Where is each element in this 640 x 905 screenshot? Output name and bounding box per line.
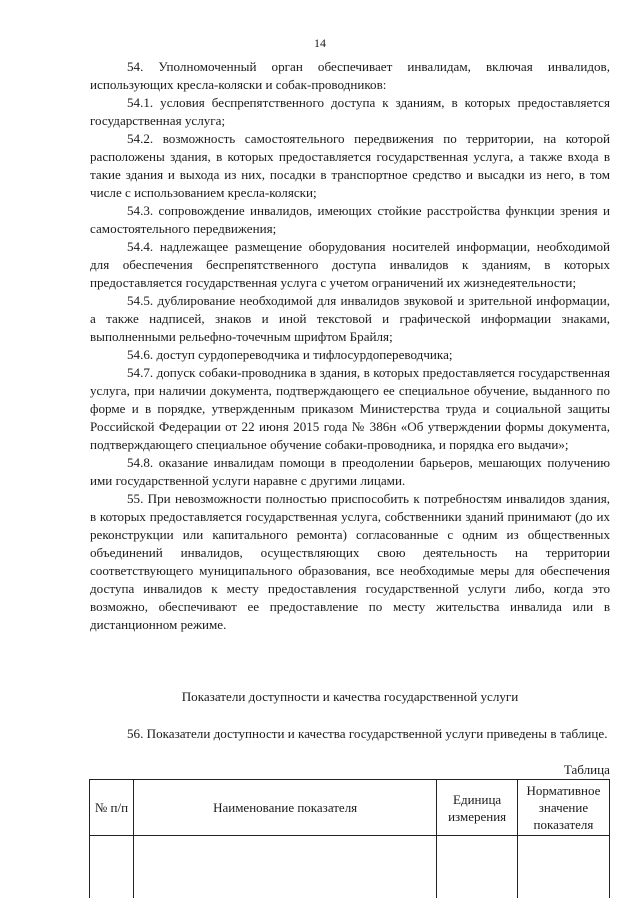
table-caption: Таблица	[563, 762, 610, 777]
paragraph-54-5: 54.5. дублирование необходимой для инвалидов звуковой и зрительной информации, а также надписей, знаков и иной текстовой и графической информации знаками, выполненными рельефно-точечным шрифтом Брайля;	[90, 293, 610, 344]
cell-empty	[437, 836, 518, 899]
paragraph-54-3: 54.3. сопровождение инвалидов, имеющих стойкие расстройства функции зрения и самостоятельного передвижения;	[90, 203, 610, 236]
cell-empty	[517, 836, 609, 899]
section-heading: Показатели доступности и качества государственной услуги	[181, 689, 519, 704]
page-number: 14	[314, 36, 326, 50]
paragraph-56: 56. Показатели доступности и качества государственной услуги приведены в таблице.	[127, 726, 608, 741]
indicators-table	[89, 779, 610, 898]
header-normative-value: Нормативное значение показателя	[517, 780, 609, 836]
paragraph-54-6: 54.6. доступ сурдопереводчика и тифлосурдопереводчика;	[127, 347, 453, 362]
header-indicator-name: Наименование показателя	[133, 780, 436, 836]
paragraph-54-7: 54.7. допуск собаки-проводника в здания, в которых предоставляется государственная услуга, при наличии документа, подтверждающего ее специальное обучение, выданного по форме и в порядке, утвержденным приказом Министерства труда и социальной защиты Российской Федерации от 22 июня 2015 года № 386н «Об утверждении формы документа, подтверждающего специальное обучение собаки-проводника, и порядка его выдачи»;	[90, 365, 610, 452]
cell-empty	[90, 836, 134, 899]
paragraph-55: 55. При невозможности полностью приспособить к потребностям инвалидов здания, в которых предоставляется государственная услуга, собственники зданий принимают (до их реконструкции или капитального ремонта) согласованные с одним из общественных объединений инвалидов, осуществляющих свою деятельность на территории соответствующего муниципального образования, все необходимые меры для обеспечения доступа инвалидов к месту предоставления государственной услуги либо, когда это возможно, обеспечивают ее предоставление по месту жительства инвалида или в дистанционном режиме.	[90, 491, 610, 632]
document-body	[90, 58, 610, 634]
table-body-row	[90, 836, 610, 899]
paragraph-54-2: 54.2. возможность самостоятельного передвижения по территории, на которой расположены здания, в которых предоставляется государственная услуга, а также входа в такие здания и выхода из них, посадки в транспортное средство и высадки из него, в том числе с использованием кресла-коляски;	[90, 131, 610, 200]
paragraph-54-1: 54.1. условия беспрепятственного доступа к зданиям, в которых предоставляется государственная услуга;	[90, 95, 610, 128]
paragraph-54-8: 54.8. оказание инвалидам помощи в преодолении барьеров, мешающих получению ими государственной услуги наравне с другими лицами.	[90, 455, 610, 488]
table-header-row	[90, 780, 610, 836]
paragraph-54: 54. Уполномоченный орган обеспечивает инвалидам, включая инвалидов, использующих кресла-коляски и собак-проводников:	[90, 59, 610, 92]
header-unit: Единица измерения	[437, 780, 518, 836]
header-number: № п/п	[90, 780, 134, 836]
paragraph-54-4: 54.4. надлежащее размещение оборудования носителей информации, необходимой для обеспечения беспрепятственного доступа инвалидов к зданиям, в которых предоставляется государственная услуга с учетом ограничений их жизнедеятельности;	[90, 239, 610, 290]
cell-empty	[133, 836, 436, 899]
